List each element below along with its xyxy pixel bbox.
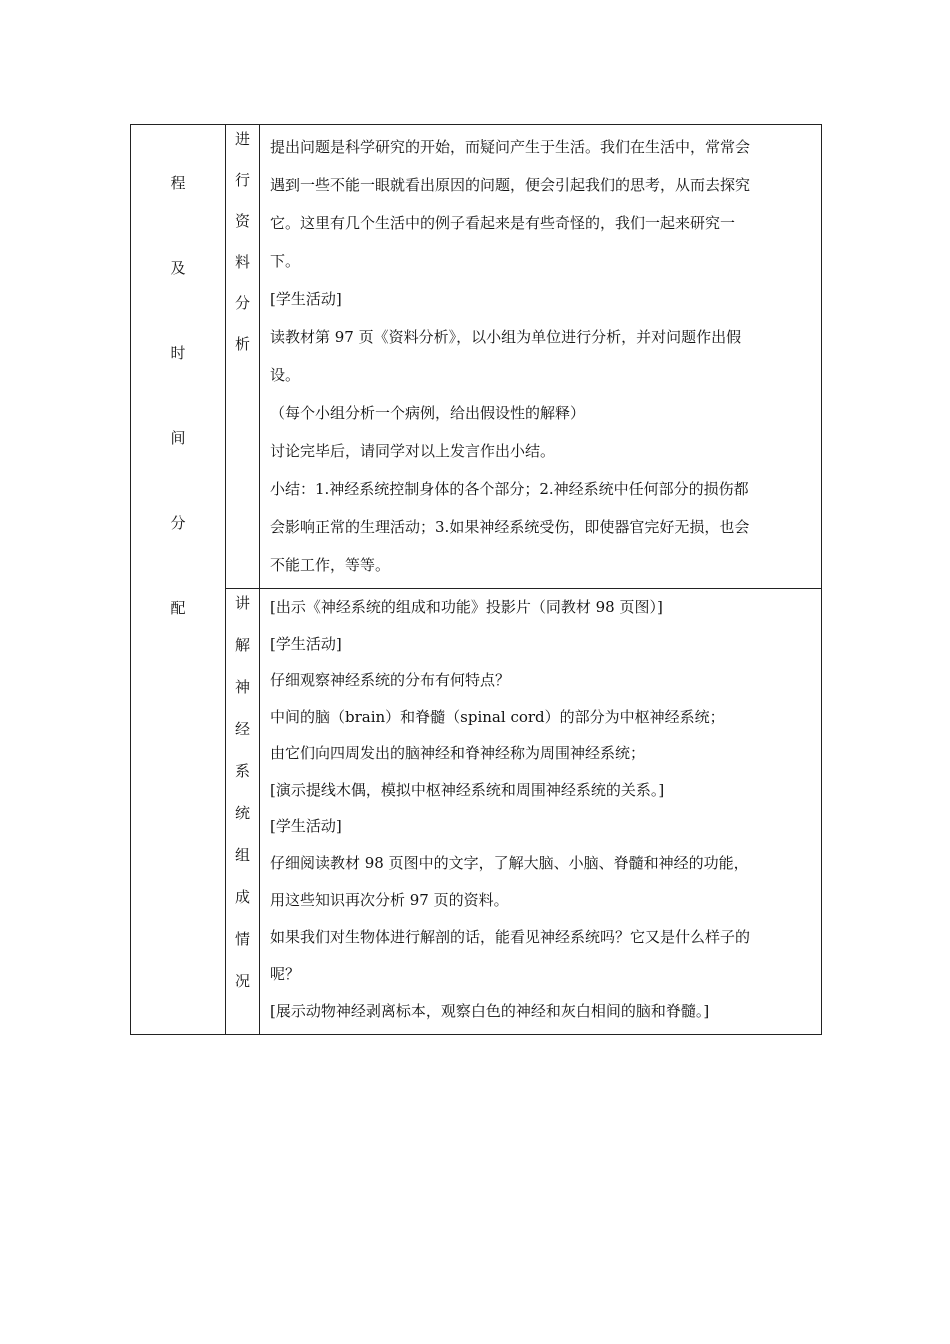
vertical-char: 配	[170, 599, 186, 617]
text-line: 仔细观察神经系统的分布有何特点？	[270, 671, 511, 689]
vertical-char: 情	[234, 930, 250, 948]
text-line: 仔细阅读教材 98 页图中的文字，了解大脑、小脑、脊髓和神经的功能，	[270, 853, 749, 872]
process-time-label	[131, 125, 225, 685]
text-line: 下。	[270, 252, 301, 270]
text-line: 它。这里有几个生活中的例子看起来是有些奇怪的，我们一起来研究一	[270, 214, 736, 232]
table-row	[131, 589, 822, 1035]
vertical-char: 程	[170, 174, 186, 192]
text-line: 如果我们对生物体进行解剖的话，能看见神经系统吗？它又是什么样子的	[270, 927, 751, 946]
text-line: [演示提线木偶，模拟中枢神经系统和周围神经系统的关系。]	[270, 780, 665, 799]
section-content-cell	[260, 589, 822, 1035]
text-line: （每个小组分析一个病例，给出假设性的解释）	[270, 404, 586, 422]
process-time-cell	[131, 125, 226, 1035]
lesson-plan-table	[130, 124, 822, 1035]
section-label-cell	[226, 125, 260, 589]
vertical-char: 组	[234, 846, 250, 864]
text-line: 提出问题是科学研究的开始，而疑问产生于生活。我们在生活中，常常会	[270, 138, 751, 156]
text-line: [学生活动]	[270, 817, 342, 835]
text-line: 会影响正常的生理活动；3.如果神经系统受伤，即使器官完好无损，也会	[270, 518, 750, 536]
vertical-char: 间	[170, 429, 186, 447]
text-line: 不能工作，等等。	[270, 556, 391, 574]
section-content-cell	[260, 125, 822, 589]
text-line: 中间的脑（brain）和脊髓（spinal cord）的部分为中枢神经系统；	[270, 707, 725, 726]
text-line: 设。	[270, 366, 301, 384]
vertical-char: 统	[234, 804, 250, 822]
vertical-char: 进	[234, 130, 250, 148]
text-line: 呢？	[270, 964, 301, 983]
text-line: 由它们向四周发出的脑神经和脊神经称为周围神经系统；	[270, 744, 646, 762]
vertical-char: 讲	[234, 594, 250, 612]
vertical-char: 经	[234, 720, 250, 738]
vertical-char: 行	[234, 171, 250, 189]
vertical-char: 资	[234, 212, 250, 230]
text-line: 读教材第 97 页《资料分析》，以小组为单位进行分析，并对问题作出假	[270, 328, 742, 346]
vertical-char: 分	[234, 294, 250, 312]
vertical-char: 及	[170, 259, 186, 277]
text-line: [出示《神经系统的组成和功能》投影片（同教材 98 页图）]	[270, 598, 663, 616]
vertical-char: 析	[234, 335, 250, 353]
text-line: [学生活动]	[270, 290, 342, 308]
text-line: 用这些知识再次分析 97 页的资料。	[270, 890, 509, 909]
vertical-char: 系	[234, 762, 250, 780]
vertical-char: 况	[234, 972, 250, 990]
material-analysis-content	[260, 125, 821, 584]
vertical-char: 时	[170, 344, 186, 362]
vertical-char: 成	[234, 888, 250, 906]
section-label-material-analysis	[226, 125, 259, 377]
vertical-char: 分	[170, 514, 186, 532]
text-line: 遇到一些不能一眼就看出原因的问题，便会引起我们的思考，从而去探究	[270, 176, 751, 194]
text-line: [学生活动]	[270, 634, 342, 653]
vertical-char: 料	[234, 253, 250, 271]
section-label-cell	[226, 589, 260, 1035]
text-line: 小结：1.神经系统控制身体的各个部分；2.神经系统中任何部分的损伤都	[270, 480, 749, 498]
vertical-char: 神	[234, 678, 250, 696]
text-line: 讨论完毕后，请同学对以上发言作出小结。	[270, 442, 556, 460]
text-line: [展示动物神经剥离标本，观察白色的神经和灰白相间的脑和脊髓。]	[270, 1001, 710, 1020]
table-row	[131, 125, 822, 589]
vertical-char: 解	[234, 636, 250, 654]
nervous-system-content	[260, 589, 821, 1029]
section-label-nervous-system	[226, 589, 259, 1015]
